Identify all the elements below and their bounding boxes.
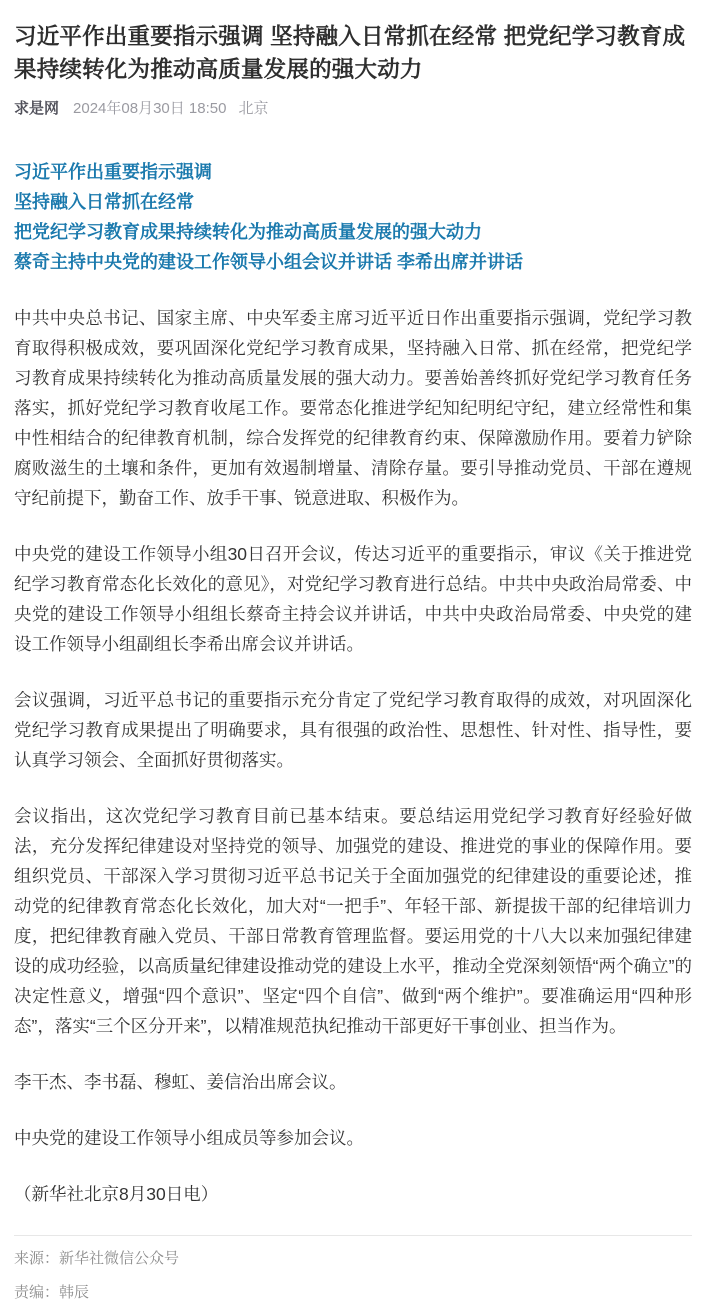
footer-source: [14, 1249, 692, 1269]
footer-source-label: 来源：: [14, 1250, 60, 1267]
article-paragraph: 会议指出，这次党纪学习教育目前已基本结束。要总结运用党纪学习教育好经验好做法，充分发挥纪律建设对坚持党的领导、加强党的建设、推进党的事业的保障作用。要组织党员、干部深入学习贯彻习近平总书记关于全面加强党的纪律建设的重要论述，推动党的纪律教育常态化长效化，加大对“一把手”、年轻干部、新提拔干部的纪律培训力度，把纪律教育融入党员、干部日常教育管理监督。要运用党的十八大以来加强纪律建设的成功经验，以高质量纪律建设推动党的建设上水平，推动全党深刻领悟“两个确立”的决定性意义，增强“四个意识”、坚定“四个自信”、做到“两个维护”。要准确运用“四种形态”，落实“三个区分开来”，以精准规范执纪推动干部更好干事创业、担当作为。: [14, 806, 692, 1036]
article-body: [14, 303, 692, 1209]
subtitle-block: [14, 157, 692, 277]
footer-editor-label: 责编：: [14, 1284, 60, 1301]
article-paragraph: （新华社北京8月30日电）: [14, 1184, 219, 1204]
subtitle-line: 习近平作出重要指示强调: [14, 162, 212, 182]
article-paragraph: 中央党的建设工作领导小组30日召开会议，传达习近平的重要指示，审议《关于推进党纪学习教育常态化长效化的意见》，对党纪学习教育进行总结。中共中央政治局常委、中央党的建设工作领导小组组长蔡奇主持会议并讲话，中共中央政治局常委、中央党的建设工作领导小组副组长李希出席会议并讲话。: [14, 544, 692, 654]
meta-source: 求是网: [14, 100, 60, 117]
subtitle-line: 蔡奇主持中央党的建设工作领导小组会议并讲话 李希出席并讲话: [14, 252, 523, 272]
footer-source-value: 新华社微信公众号: [59, 1250, 180, 1267]
page-title: 习近平作出重要指示强调 坚持融入日常抓在经常 把党纪学习教育成果持续转化为推动高质量发展的强大动力: [14, 24, 686, 82]
footer-editor: [14, 1283, 692, 1303]
article-footer: [0, 1235, 706, 1315]
article-paragraph: 会议强调，习近平总书记的重要指示充分肯定了党纪学习教育取得的成效，对巩固深化党纪学习教育成果提出了明确要求，具有很强的政治性、思想性、针对性、指导性，要认真学习领会、全面抓好贯彻落实。: [14, 690, 692, 770]
footer-editor-value: 韩辰: [59, 1284, 90, 1301]
meta-location: 北京: [238, 100, 269, 117]
article-paragraph: 中央党的建设工作领导小组成员等参加会议。: [14, 1128, 364, 1148]
article-meta: [14, 99, 692, 119]
meta-date: 2024年08月30日 18:50: [73, 100, 227, 117]
footer-divider: [14, 1235, 692, 1236]
subtitle-line: 坚持融入日常抓在经常: [14, 192, 194, 212]
article-paragraph: 李干杰、李书磊、穆虹、姜信治出席会议。: [14, 1072, 347, 1092]
subtitle-line: 把党纪学习教育成果持续转化为推动高质量发展的强大动力: [14, 222, 482, 242]
article-paragraph: 中共中央总书记、国家主席、中央军委主席习近平近日作出重要指示强调，党纪学习教育取得积极成效，要巩固深化党纪学习教育成果，坚持融入日常、抓在经常，把党纪学习教育成果持续转化为推动高质量发展的强大动力。要善始善终抓好党纪学习教育任务落实，抓好党纪学习教育收尾工作。要常态化推进学纪知纪明纪守纪，建立经常性和集中性相结合的纪律教育机制，综合发挥党的纪律教育约束、保障激励作用。要着力铲除腐败滋生的土壤和条件，更加有效遏制增量、清除存量。要引导推动党员、干部在遵规守纪前提下，勤奋工作、放手干事、锐意进取、积极作为。: [14, 308, 692, 508]
